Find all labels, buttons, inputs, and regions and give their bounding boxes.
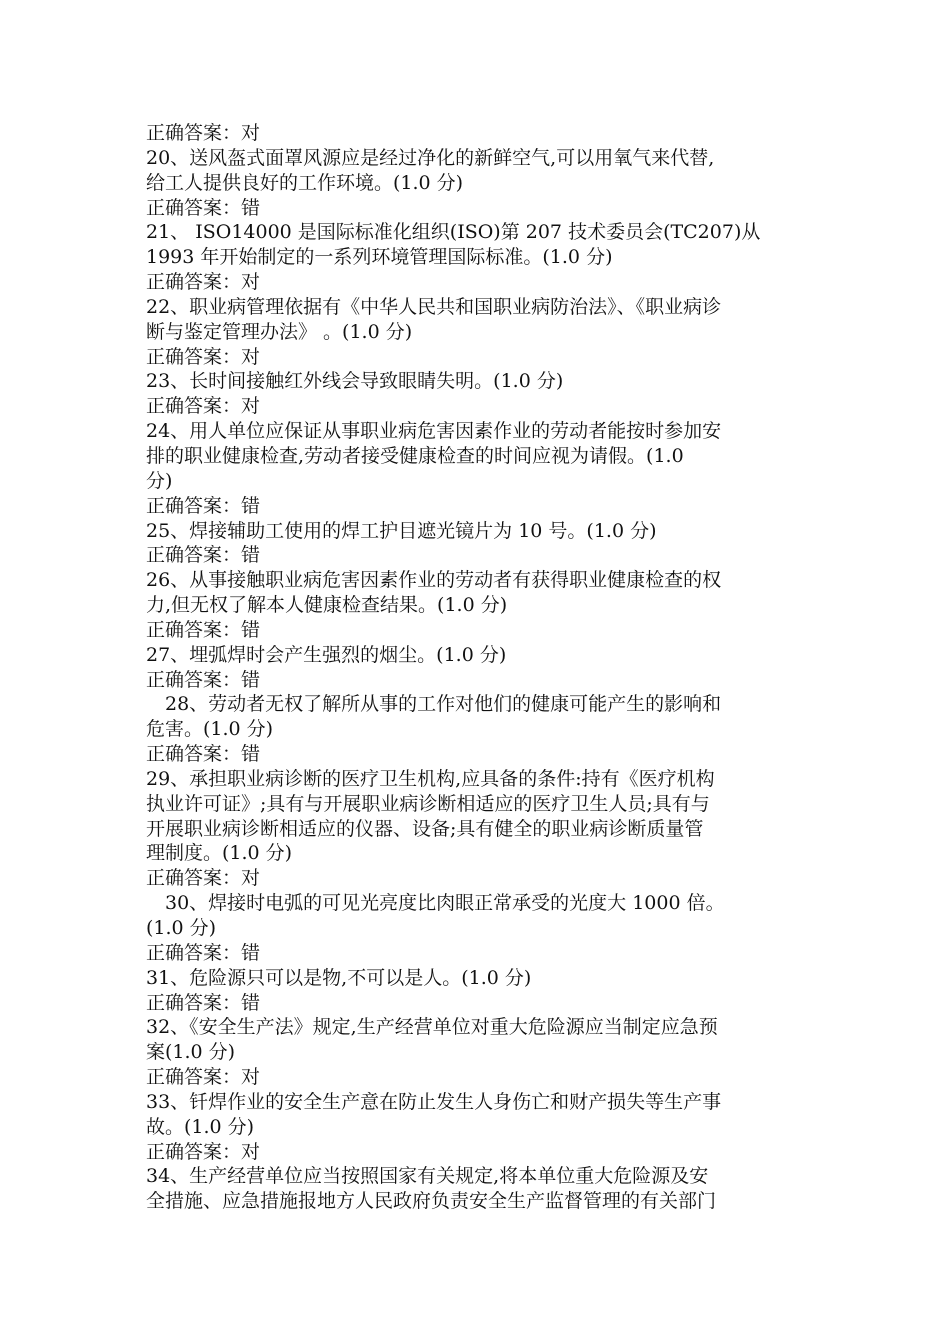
question-22-line-2: 断与鉴定管理办法》 。(1.0 分) (146, 320, 413, 343)
answer-21: 正确答案：对 (146, 271, 261, 294)
question-26-line-2: 力,但无权了解本人健康检查结果。(1.0 分) (146, 594, 508, 617)
question-33-line-2: 故。(1.0 分) (146, 1115, 255, 1138)
question-23-line-1: 23、长时间接触红外线会导致眼睛失明。(1.0 分) (146, 370, 564, 393)
answer-27: 正确答案：错 (146, 668, 261, 691)
question-26-line-1: 26、从事接触职业病危害因素作业的劳动者有获得职业健康检查的权 (146, 569, 722, 592)
question-25-line-1: 25、焊接辅助工使用的焊工护目遮光镜片为 10 号。(1.0 分) (146, 519, 657, 542)
question-29-line-1: 29、承担职业病诊断的医疗卫生机构,应具备的条件:持有《医疗机构 (146, 767, 715, 790)
question-30-line-2: (1.0 分) (146, 917, 217, 939)
answer-32: 正确答案：对 (146, 1066, 261, 1089)
question-29-line-4: 理制度。(1.0 分) (146, 842, 293, 865)
question-29-line-3: 开展职业病诊断相适应的仪器、设备;具有健全的职业病诊断质量管 (146, 817, 704, 840)
question-28-line-1: 28、劳动者无权了解所从事的工作对他们的健康可能产生的影响和 (165, 693, 722, 716)
answer-20: 正确答案：错 (146, 196, 261, 219)
question-24-line-2: 排的职业健康检查,劳动者接受健康检查的时间应视为请假。(1.0 (146, 444, 684, 467)
question-24-line-1: 24、用人单位应保证从事职业病危害因素作业的劳动者能按时参加安 (146, 420, 722, 443)
answer-25: 正确答案：错 (146, 544, 261, 567)
question-34-line-2: 全措施、应急措施报地方人民政府负责安全生产监督管理的有关部门 (146, 1190, 717, 1213)
question-24-line-3: 分) (146, 469, 173, 492)
answer-31: 正确答案：错 (146, 991, 261, 1014)
answer-30: 正确答案：错 (146, 941, 261, 964)
question-32-line-1: 32、《安全生产法》规定,生产经营单位对重大危险源应当制定应急预 (146, 1016, 718, 1039)
question-22-line-1: 22、职业病管理依据有《中华人民共和国职业病防治法》、《职业病诊 (146, 295, 722, 318)
question-33-line-1: 33、钎焊作业的安全生产意在防止发生人身伤亡和财产损失等生产事 (146, 1090, 722, 1113)
question-27-line-1: 27、埋弧焊时会产生强烈的烟尘。(1.0 分) (146, 643, 507, 666)
question-32-line-2: 案(1.0 分) (146, 1041, 236, 1064)
document-page (146, 121, 811, 1214)
question-30-line-1: 30、焊接时电弧的可见光亮度比肉眼正常承受的光度大 1000 倍。 (165, 892, 725, 915)
answer-24: 正确答案：错 (146, 494, 261, 517)
answer-33: 正确答案：对 (146, 1140, 261, 1163)
question-29-line-2: 执业许可证》;具有与开展职业病诊断相适应的医疗卫生人员;具有与 (146, 792, 710, 815)
answer-29: 正确答案：对 (146, 867, 261, 890)
question-20-line-1: 20、送风盔式面罩风源应是经过净化的新鲜空气,可以用氧气来代替, (146, 146, 715, 169)
question-21-line-1: 21、 ISO14000 是国际标准化组织(ISO)第 207 技术委员会(TC207)从 (146, 221, 761, 244)
question-21-line-2: 1993 年开始制定的一系列环境管理国际标准。(1.0 分) (146, 246, 613, 269)
answer-22: 正确答案：对 (146, 345, 261, 368)
answer-28: 正确答案：错 (146, 743, 261, 766)
answer-26: 正确答案：错 (146, 618, 261, 641)
question-28-line-2: 危害。(1.0 分) (146, 718, 274, 741)
question-34-line-1: 34、生产经营单位应当按照国家有关规定,将本单位重大危险源及安 (146, 1165, 709, 1188)
answer-23: 正确答案：对 (146, 395, 261, 418)
answer-19: 正确答案：对 (146, 122, 261, 144)
question-31-line-1: 31、危险源只可以是物,不可以是人。(1.0 分) (146, 966, 532, 989)
question-20-line-2: 给工人提供良好的工作环境。(1.0 分) (146, 171, 464, 194)
